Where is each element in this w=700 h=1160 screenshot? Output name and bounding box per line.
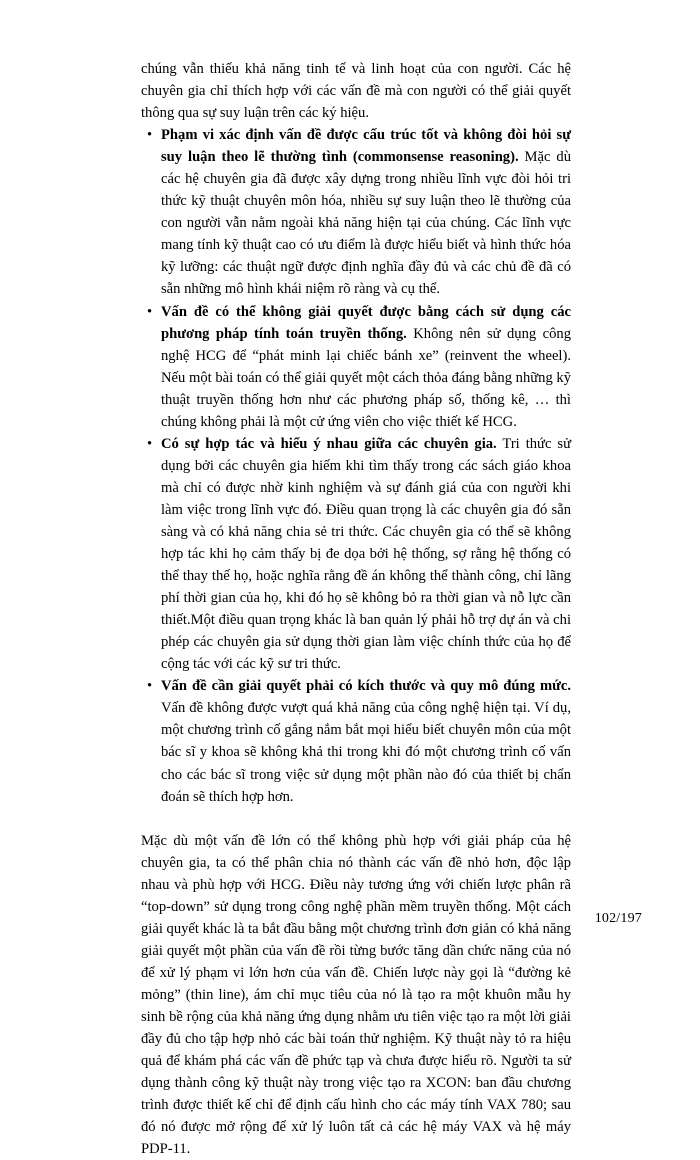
requirements-bullet-list bbox=[141, 124, 571, 807]
page-content bbox=[141, 58, 571, 1160]
bullet-marker: • bbox=[147, 435, 153, 452]
bullet-marker: • bbox=[147, 127, 153, 144]
list-item bbox=[141, 675, 571, 807]
bullet-body-text: Tri thức sử dụng bởi các chuyên gia hiếm khi tìm thấy trong các sách giáo khoa mà chỉ có được nhờ kinh nghiệm và sự đánh giá của con người khi làm việc trong lĩnh vực đó. Điều quan trọng là các chuyên gia đó sẵn sàng và có khả năng chia sẻ tri thức. Các chuyên gia có thể sẽ không hợp tác khi họ cảm thấy bị đe dọa bởi hệ thống, sợ rằng hệ thống có thể thay thế họ, hoặc nghĩa rằng đề án không thể thành công, chỉ lãng phí thời gian của họ, khi đó họ sẽ không bỏ ra thời gian và nỗ lực cần thiết.Một điều quan trọng khác là ban quản lý phải hỗ trợ dự án và chi phép các chuyên gia sử dụng thời gian làm việc chính thức của họ để cộng tác với các kỹ sư tri thức. bbox=[161, 435, 571, 673]
list-item bbox=[141, 301, 571, 433]
bullet-marker: • bbox=[147, 678, 153, 695]
opening-paragraph: chúng vẫn thiếu khả năng tinh tế và linh hoạt của con người. Các hệ chuyên gia chỉ thích hợp với các vấn đề mà con người có thể giải quyết thông qua sự suy luận trên các ký hiệu. bbox=[141, 61, 571, 122]
bullet-body-text: Vấn đề không được vượt quá khả năng của công nghệ hiện tại. Ví dụ, một chương trình cố gắng nắm bắt mọi hiểu biết chuyên môn của một bác sĩ y khoa sẽ không khả thi trong khi đó một chương trình cố vấn cho các bác sĩ trong việc sử dụng một phần nào đó của thiết bị chẩn đoán sẽ thích hợp hơn. bbox=[161, 700, 571, 805]
list-item bbox=[141, 124, 571, 300]
bullet-lead-text: Vấn đề có thể không giải quyết được bằng cách sử dụng các phương pháp tính toán truyền thống. bbox=[161, 303, 571, 342]
paragraph-spacer bbox=[141, 808, 571, 830]
bullet-body-text: Mặc dù các hệ chuyên gia đã được xây dựng trong nhiều lĩnh vực đòi hỏi tri thức kỹ thuật chuyên môn hóa, nhiều sự suy luận theo lẽ thường của con người vẫn nằm ngoài khả năng hiện tại của chúng. Các lĩnh vực mang tính kỹ thuật cao có ưu điểm là được hiểu biết và hình thức hóa kỹ lưỡng: các thuật ngữ được định nghĩa đầy đủ và các chủ đề đã có sẵn những mô hình khái niệm rõ ràng và cụ thể. bbox=[161, 149, 571, 298]
bullet-marker: • bbox=[147, 303, 153, 320]
closing-paragraph: Mặc dù một vấn đề lớn có thể không phù hợp với giải pháp của hệ chuyên gia, ta có thể phân chia nó thành các vấn đề nhỏ hơn, độc lập nhau và phù hợp với HCG. Điều này tương ứng với chiến lược phân rã “top-down” sử dụng trong công nghệ phần mềm truyền thống. Một cách giải quyết khác là ta bắt đầu bằng một chương trình đơn giản có khả năng giải quyết một phần của vấn đề rồi từng bước tăng dần chức năng của nó để xử lý phạm vi lớn hơn của vấn đề. Chiến lược này gọi là “đường kẻ mỏng” (thin line), ám chỉ mục tiêu của nó là tạo ra một khuôn mẫu hy sinh bề rộng của khả năng ứng dụng nhằm ưu tiên việc tạo ra một lời giải đầy đủ cho tập hợp nhỏ các bài toán thử nghiệm. Kỹ thuật này tỏ ra hiệu quả để khám phá các vấn đề phức tạp và chưa được hiểu rõ. Người ta sử dụng thành công kỹ thuật này trong việc tạo ra XCON: ban đầu chương trình được thiết kế chỉ để định cấu hình cho các máy tính VAX 780; sau đó nó được mở rộng để xử lý luôn tất cả các hệ máy VAX và hệ máy PDP-11. bbox=[141, 832, 571, 1158]
bullet-lead-text: Có sự hợp tác và hiểu ý nhau giữa các chuyên gia. bbox=[161, 435, 497, 452]
page-number: 102/197 bbox=[594, 911, 642, 926]
bullet-lead-text: Phạm vi xác định vấn đề được cấu trúc tốt và không đòi hỏi sự suy luận theo lẽ thường tình (commonsense reasoning). bbox=[161, 127, 571, 166]
bullet-body-text: Không nên sử dụng công nghệ HCG để “phát minh lại chiếc bánh xe” (reinvent the wheel). Nếu một bài toán có thể giải quyết một cách thỏa đáng bằng những kỹ thuật truyền thống hơn như các phương pháp số, thống kê, … thì chúng không phải là một cử ứng viên cho việc thiết kế HCG. bbox=[161, 325, 571, 430]
bullet-lead-text: Vấn đề cần giải quyết phải có kích thước và quy mô đúng mức. bbox=[161, 678, 571, 695]
list-item bbox=[141, 433, 571, 676]
